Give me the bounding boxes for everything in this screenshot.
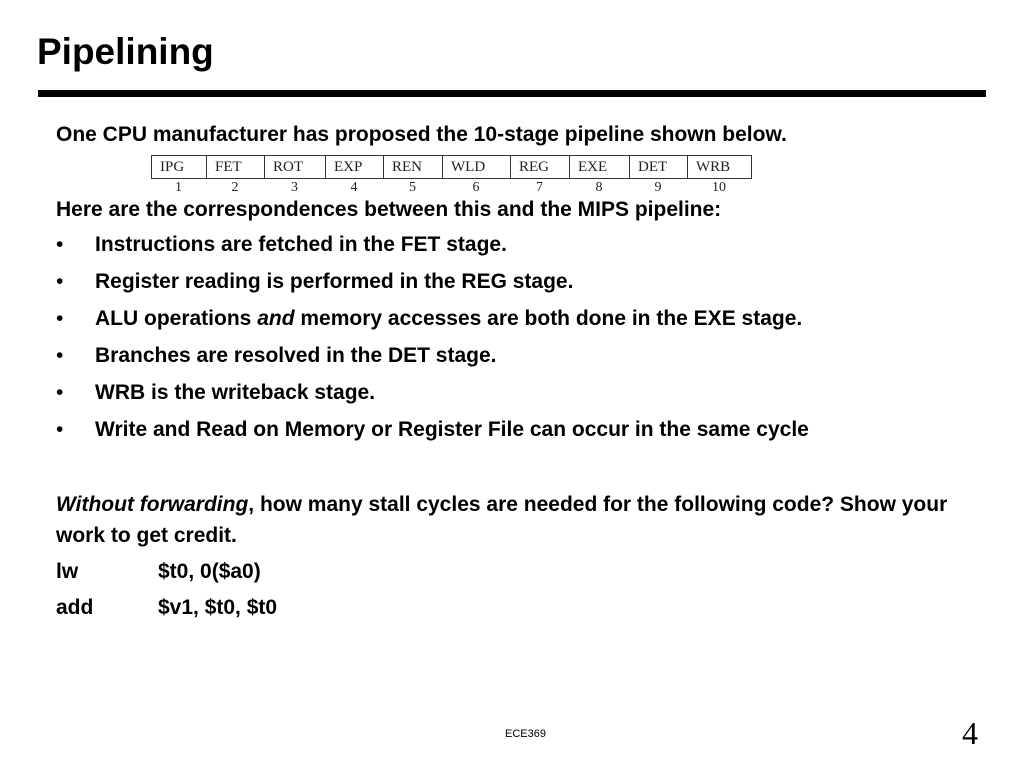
bullet-text: Write and Read on Memory or Register File can occur in the same cycle bbox=[95, 418, 809, 441]
question-text bbox=[56, 489, 986, 551]
pipeline-stage: FET bbox=[206, 156, 264, 178]
bullet-text bbox=[95, 303, 802, 335]
page-number: 4 bbox=[962, 715, 978, 751]
correspondence-intro: Here are the correspondences between this and the MIPS pipeline: bbox=[56, 198, 722, 221]
pipeline-stage: REG bbox=[510, 156, 569, 178]
pipeline-stage: DET bbox=[629, 156, 687, 178]
bullet-text-part: memory accesses are both done in the EXE stage. bbox=[294, 307, 803, 330]
pipeline-stage: WLD bbox=[442, 156, 510, 178]
pipeline-stage-number: 5 bbox=[409, 180, 416, 195]
pipeline-diagram bbox=[151, 155, 752, 196]
question-rest: , how many stall cycles are needed for the following code? Show your work to get credit. bbox=[56, 493, 948, 547]
footer-course-label: ECE369 bbox=[505, 728, 546, 740]
bullet-icon: • bbox=[56, 344, 64, 367]
bullet-text: WRB is the writeback stage. bbox=[95, 381, 376, 404]
bullet-text: Branches are resolved in the DET stage. bbox=[95, 344, 497, 367]
pipeline-stage-row bbox=[151, 155, 752, 179]
bullet-icon: • bbox=[56, 381, 64, 404]
pipeline-stage-number: 4 bbox=[350, 180, 358, 195]
code-opcode: add bbox=[56, 596, 94, 619]
bullet-icon: • bbox=[56, 307, 64, 330]
pipeline-stage: REN bbox=[383, 156, 442, 178]
code-opcode: lw bbox=[56, 560, 79, 583]
pipeline-stage-number: 7 bbox=[536, 180, 543, 195]
pipeline-stage: ROT bbox=[264, 156, 325, 178]
pipeline-stage: WRB bbox=[687, 156, 751, 178]
emphasis-text: Without forwarding bbox=[56, 493, 249, 516]
bullet-text: Register reading is performed in the REG stage. bbox=[95, 270, 574, 293]
code-operands: $t0, 0($a0) bbox=[158, 560, 261, 583]
pipeline-stage: IPG bbox=[160, 159, 185, 175]
pipeline-stage-number: 6 bbox=[472, 180, 480, 195]
code-operands: $v1, $t0, $t0 bbox=[158, 596, 278, 619]
pipeline-stage-number: 3 bbox=[291, 180, 298, 195]
pipeline-stage: EXP bbox=[325, 156, 383, 178]
pipeline-number-row bbox=[151, 179, 752, 196]
pipeline-stage: EXE bbox=[569, 156, 629, 178]
bullet-icon: • bbox=[56, 418, 64, 441]
pipeline-stage-number: 2 bbox=[231, 180, 239, 195]
bullet-text-part: ALU operations bbox=[95, 307, 258, 330]
slide-title: Pipelining bbox=[37, 31, 214, 72]
title-underline-rule bbox=[38, 90, 986, 97]
bullet-icon: • bbox=[56, 270, 64, 293]
bullet-text: Instructions are fetched in the FET stage. bbox=[95, 233, 507, 256]
pipeline-stage-number: 8 bbox=[595, 180, 603, 195]
pipeline-stage-number: 9 bbox=[654, 180, 662, 195]
pipeline-stage-number: 1 bbox=[175, 180, 182, 195]
pipeline-stage-number: 10 bbox=[712, 180, 726, 195]
bullet-icon: • bbox=[56, 233, 64, 256]
emphasis-text: and bbox=[257, 307, 295, 330]
intro-text: One CPU manufacturer has proposed the 10-stage pipeline shown below. bbox=[56, 123, 787, 146]
